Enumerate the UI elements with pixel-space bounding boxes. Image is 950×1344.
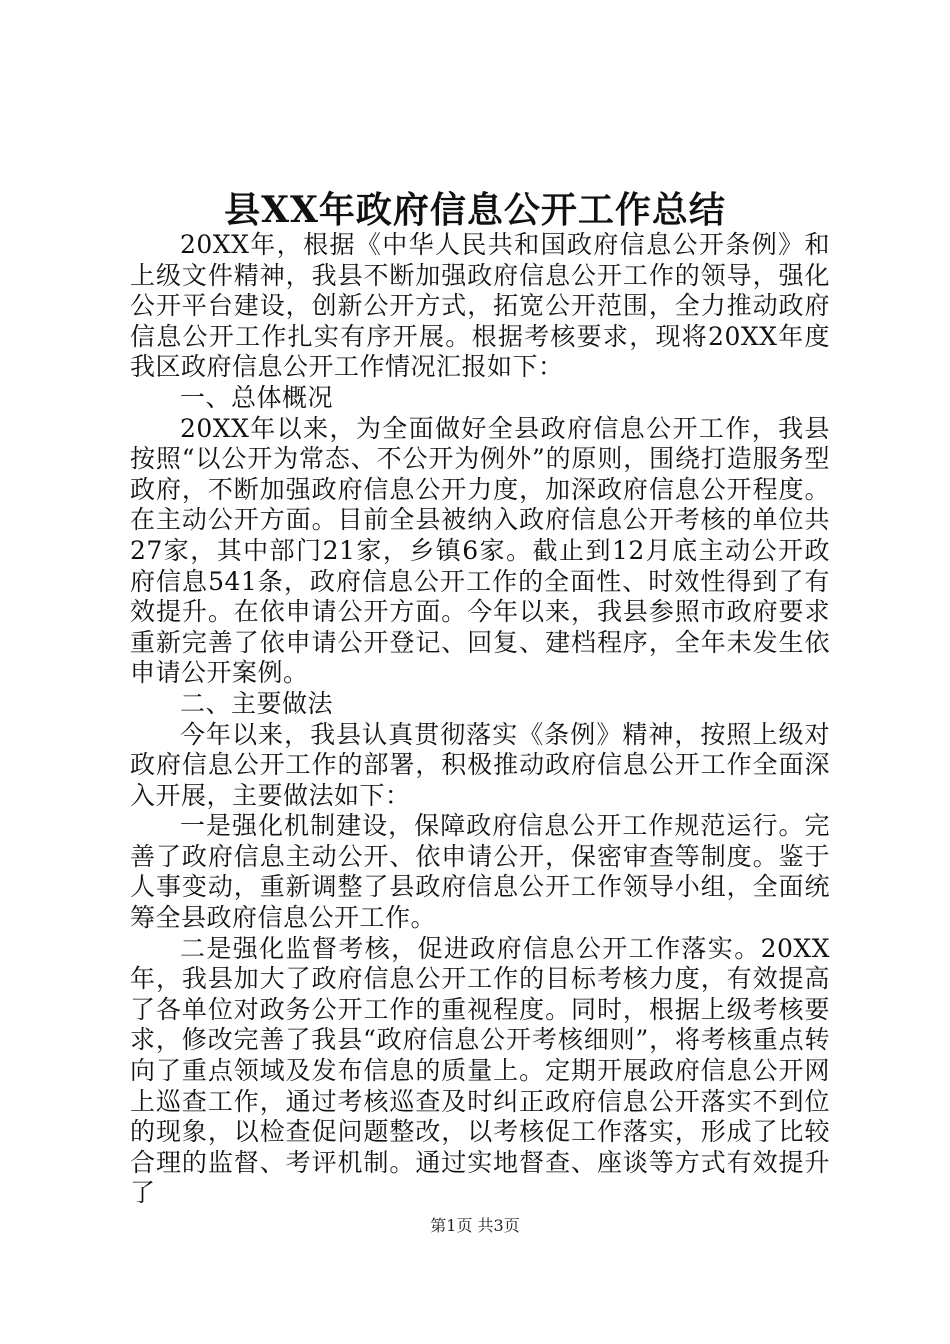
document-body xyxy=(130,230,830,1209)
paragraph-practice-2: 二是强化监督考核，促进政府信息公开工作落实。20XX年，我县加大了政府信息公开工作的目标考核力度，有效提高了各单位对政务公开工作的重视程度。同时，根据上级考核要求，修改完善了我县“政府信息公开考核细则”，将考核重点转向了重点领域及发布信息的质量上。定期开展政府信息公开网上巡查工作，通过考核巡查及时纠正政府信息公开落实不到位的现象，以检查促问题整改，以考核促工作落实，形成了比较合理的监督、考评机制。通过实地督查、座谈等方式有效提升了 xyxy=(130,933,830,1208)
page-number-footer: 第1页 共3页 xyxy=(430,1216,520,1235)
paragraph-overview: 20XX年以来，为全面做好全县政府信息公开工作，我县按照“以公开为常态、不公开为例外”的原则，围绕打造服务型政府，不断加强政府信息公开力度，加深政府信息公开程度。在主动公开方面。目前全县被纳入政府信息公开考核的单位共27家，其中部门21家，乡镇6家。截止到12月底主动公开政府信息541条，政府信息公开工作的全面性、时效性得到了有效提升。在依申请公开方面。今年以来，我县参照市政府要求重新完善了依申请公开登记、回复、建档程序，全年未发生依申请公开案例。 xyxy=(130,413,830,688)
paragraph-practices-intro: 今年以来，我县认真贯彻落实《条例》精神，按照上级对政府信息公开工作的部署，积极推动政府信息公开工作全面深入开展，主要做法如下： xyxy=(130,719,830,810)
section-heading-overview: 一、总体概况 xyxy=(180,382,334,412)
paragraph-intro: 20XX年，根据《中华人民共和国政府信息公开条例》和上级文件精神，我县不断加强政府信息公开工作的领导，强化公开平台建设，创新公开方式，拓宽公开范围，全力推动政府信息公开工作扎实有序开展。根据考核要求，现将20XX年度我区政府信息公开工作情况汇报如下： xyxy=(130,230,830,382)
section-heading-practices: 二、主要做法 xyxy=(180,688,334,718)
paragraph-practice-1: 一是强化机制建设，保障政府信息公开工作规范运行。完善了政府信息主动公开、依申请公开，保密审查等制度。鉴于人事变动，重新调整了县政府信息公开工作领导小组，全面统筹全县政府信息公开工作。 xyxy=(130,811,830,933)
document-title: 县XX年政府信息公开工作总结 xyxy=(224,189,726,231)
